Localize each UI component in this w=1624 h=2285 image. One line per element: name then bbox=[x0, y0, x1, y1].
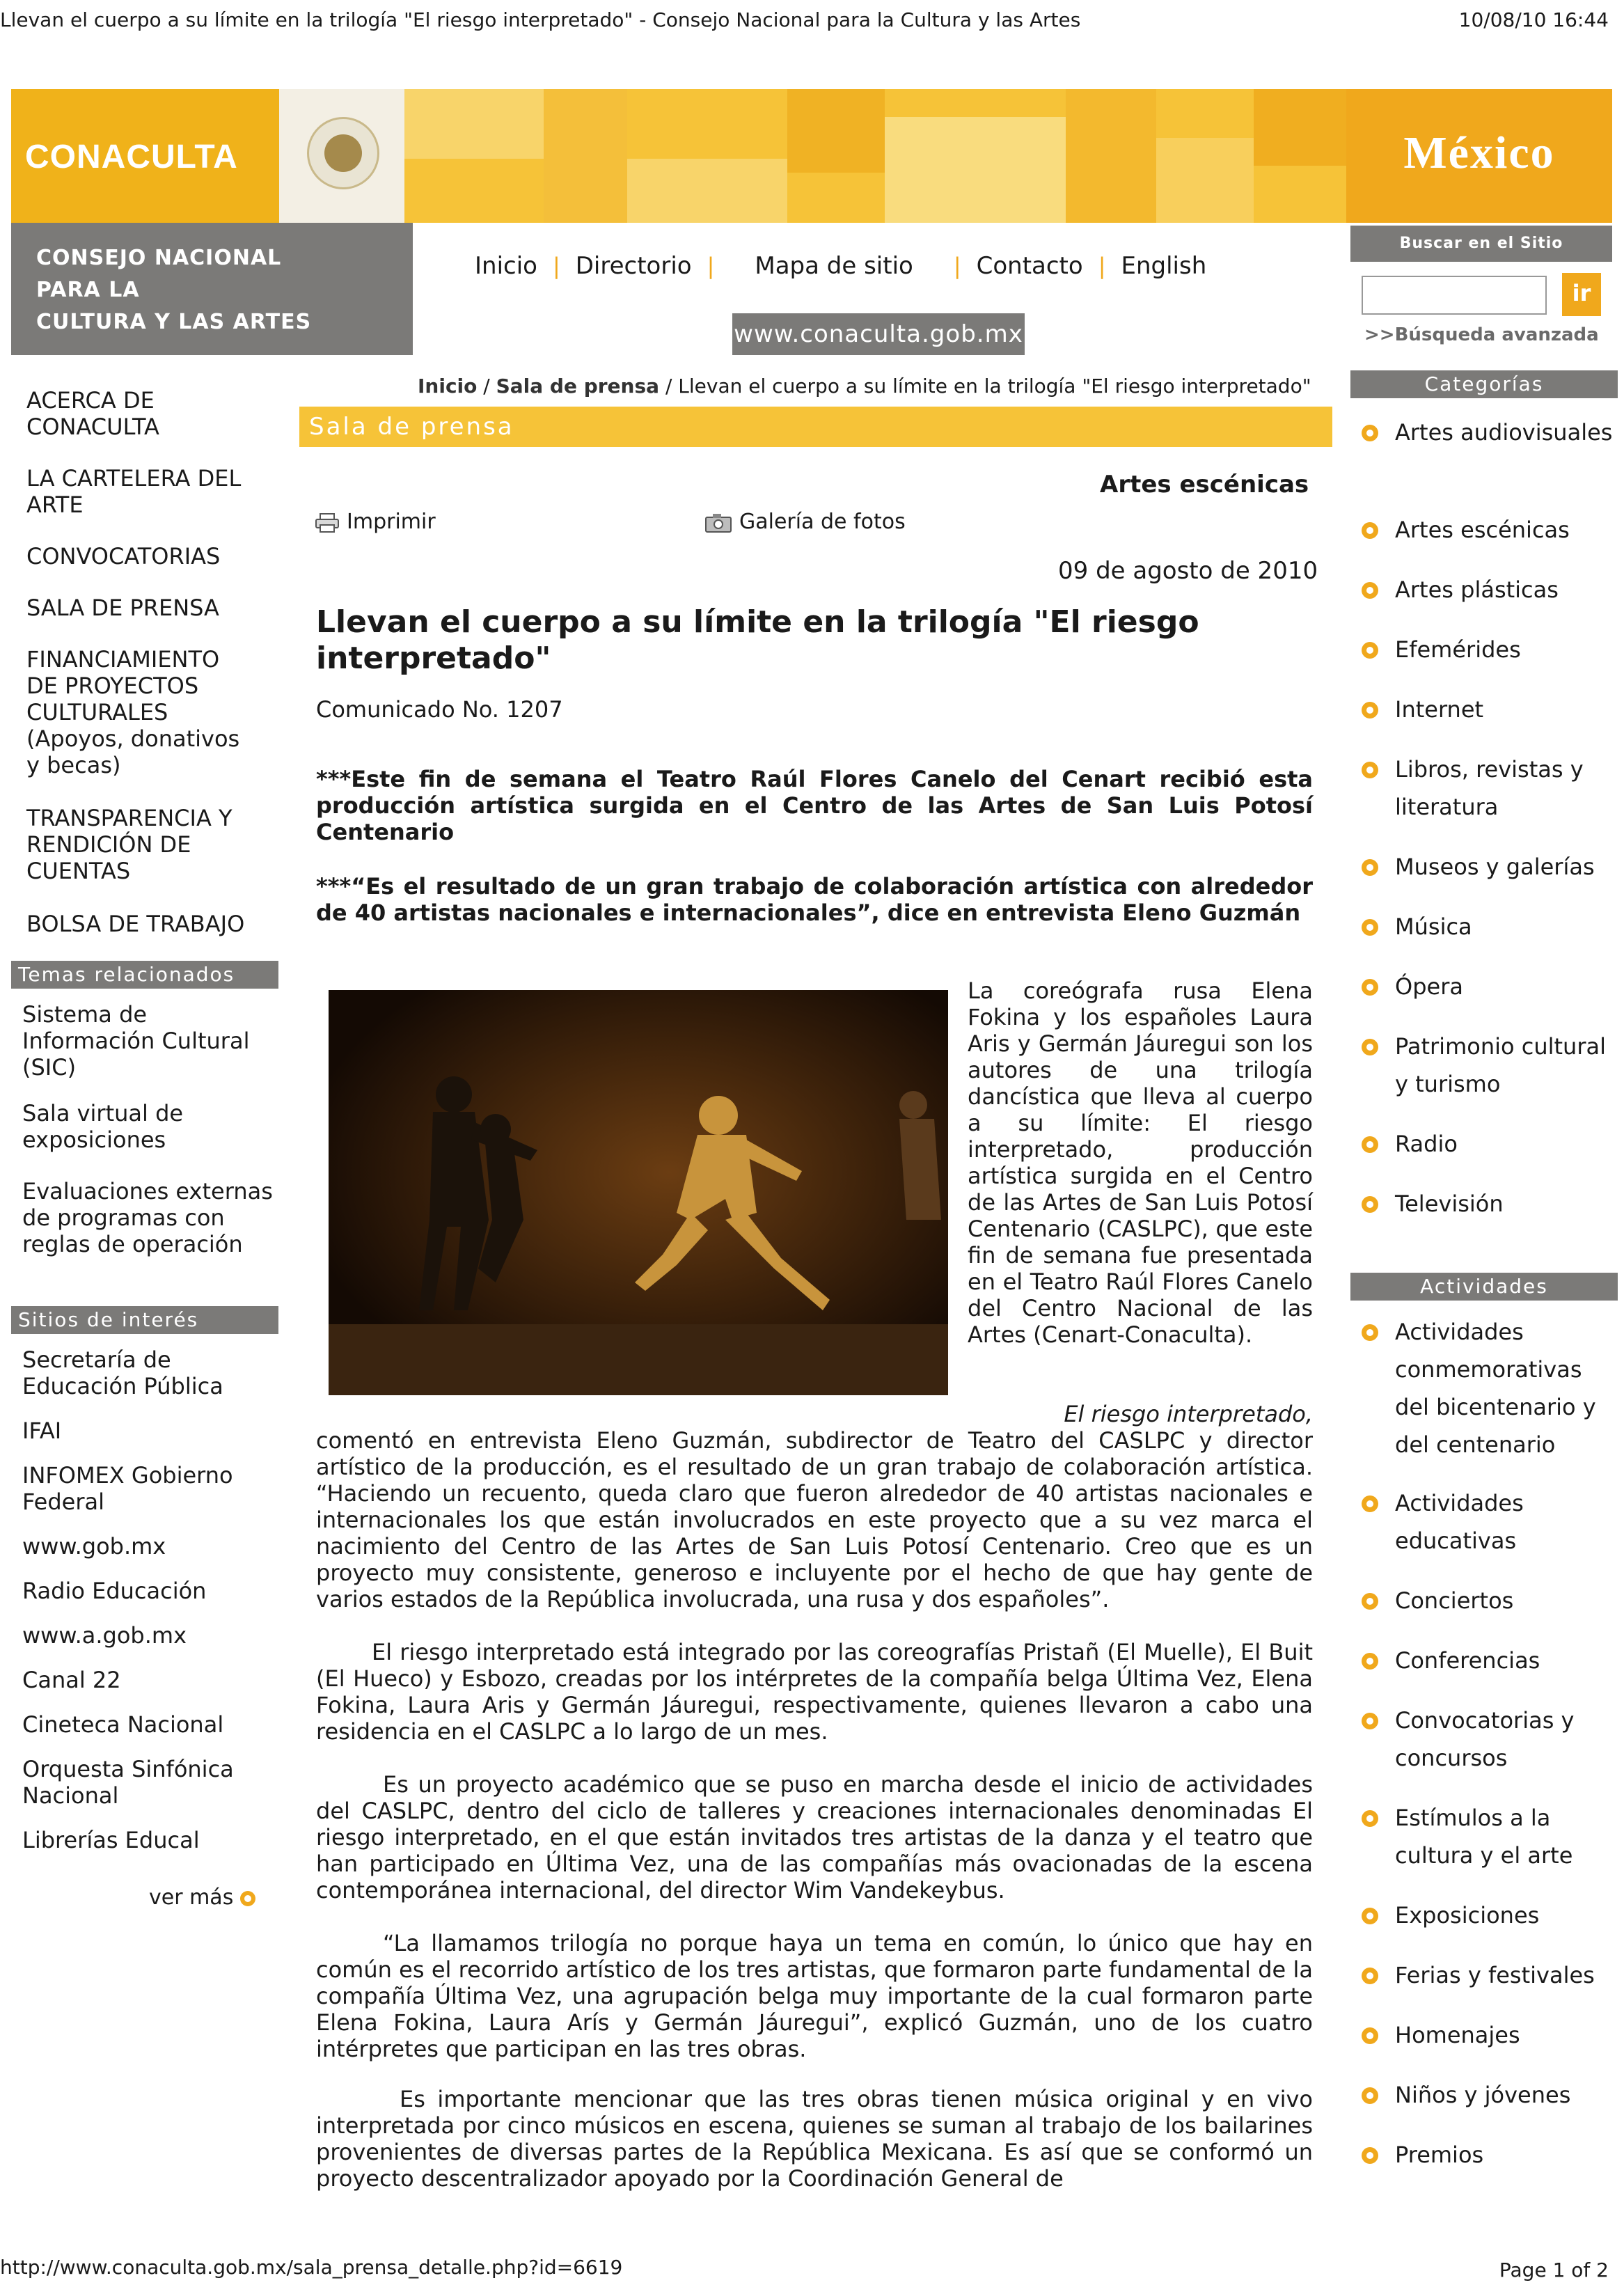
left-nav-transparencia[interactable]: TRANSPARENCIA Y RENDICIÓN DE CUENTAS bbox=[26, 805, 232, 884]
print-header-date: 10/08/10 16:44 bbox=[1458, 8, 1609, 31]
interest-link[interactable]: Canal 22 bbox=[22, 1667, 121, 1693]
nav-contacto[interactable]: Contacto bbox=[976, 252, 1083, 280]
national-seal bbox=[279, 89, 404, 223]
interest-link[interactable]: Radio Educación bbox=[22, 1578, 207, 1604]
nav-separator: | bbox=[707, 253, 715, 279]
interest-link[interactable]: www.a.gob.mx bbox=[22, 1622, 187, 1649]
mexico-logo-text: México bbox=[1403, 127, 1555, 178]
breadcrumb: Inicio / Sala de prensa / Llevan el cuerpo a su límite en la trilogía "El riesgo interpretado" bbox=[418, 375, 1311, 398]
left-nav-convocatorias[interactable]: CONVOCATORIAS bbox=[26, 543, 221, 570]
activity-label: Convocatorias y concursos bbox=[1395, 1707, 1575, 1771]
article-category: Artes escénicas bbox=[1100, 471, 1309, 498]
circle-arrow-icon bbox=[1362, 1713, 1378, 1729]
article-headline: Llevan el cuerpo a su límite en la trilogía "El riesgo interpretado" bbox=[316, 604, 1199, 676]
photo-gallery-button[interactable] bbox=[704, 510, 906, 534]
print-button[interactable] bbox=[315, 510, 436, 534]
category-label: Televisión bbox=[1395, 1191, 1504, 1217]
breadcrumb-home[interactable]: Inicio bbox=[418, 375, 478, 398]
category-label: Efemérides bbox=[1395, 636, 1521, 663]
nav-mapa-de-sitio[interactable]: Mapa de sitio bbox=[755, 252, 913, 280]
article-paragraph-3: Es un proyecto académico que se puso en marcha desde el inicio de actividades del CASLPC, dentro del ciclo de talleres y creaciones internacionales denominadas El riesgo interpretado, en el que están invitados tres artistas de la danza y el teatro que han participado en Última Vez, una de las compañías más ovacionadas de la escena contemporánea internacional, del director Wim Vandekeybus. bbox=[316, 1771, 1313, 1903]
circle-arrow-icon bbox=[1362, 2147, 1378, 2164]
interest-link[interactable]: INFOMEX Gobierno Federal bbox=[22, 1462, 233, 1515]
search-input[interactable] bbox=[1362, 276, 1547, 315]
communique-number: Comunicado No. 1207 bbox=[316, 696, 563, 723]
circle-arrow-icon bbox=[1362, 1810, 1378, 1827]
see-more-label: ver más bbox=[149, 1885, 234, 1910]
circle-arrow-icon bbox=[1362, 1593, 1378, 1610]
consejo-line: CULTURA Y LAS ARTES bbox=[36, 310, 312, 334]
nav-inicio[interactable]: Inicio bbox=[475, 252, 537, 280]
nav-directorio[interactable]: Directorio bbox=[575, 252, 692, 280]
print-header-title: Llevan el cuerpo a su límite en la trilogía "El riesgo interpretado" - Consejo Nacional para la Cultura y las Artes bbox=[0, 8, 1081, 31]
article-paragraph-5: Es importante mencionar que las tres obras tienen música original y en vivo interpretada por cinco músicos en escena, quienes se suman al trabajo de los bailarines provenientes de diversas partes de la República Mexicana. Es así que se conformó un proyecto descentralizador apoyado por la Coordinación General de bbox=[316, 2086, 1313, 2192]
nav-separator: | bbox=[1098, 253, 1106, 279]
circle-arrow-icon bbox=[1362, 1908, 1378, 1924]
search-button[interactable]: ir bbox=[1562, 273, 1601, 316]
circle-arrow-icon bbox=[1362, 1039, 1378, 1055]
circle-arrow-icon bbox=[1362, 1196, 1378, 1213]
circle-arrow-icon bbox=[1362, 2027, 1378, 2044]
lead-paragraph-2: ***“Es el resultado de un gran trabajo de colaboración artística con alrededor de 40 artistas nacionales e internacionales”, dice en entrevista Eleno Guzmán bbox=[316, 873, 1313, 926]
interest-link[interactable]: Cineteca Nacional bbox=[22, 1711, 224, 1738]
dancers-photo-illustration bbox=[329, 990, 948, 1395]
search-heading: Buscar en el Sitio bbox=[1350, 226, 1612, 262]
consejo-line: CONSEJO NACIONAL bbox=[36, 246, 282, 270]
print-footer-url: http://www.conaculta.gob.mx/sala_prensa_detalle.php?id=6619 bbox=[0, 2256, 623, 2279]
article-paragraph-1-start: El riesgo interpretado, bbox=[1064, 1401, 1313, 1427]
category-label: Artes escénicas bbox=[1395, 517, 1570, 543]
interest-link[interactable]: Secretaría de Educación Pública bbox=[22, 1346, 223, 1399]
circle-arrow-icon bbox=[1362, 762, 1378, 778]
category-label: Artes plásticas bbox=[1395, 576, 1559, 603]
activity-label: Exposiciones bbox=[1395, 1902, 1540, 1929]
article-photo[interactable] bbox=[329, 990, 948, 1395]
circle-arrow-icon bbox=[1362, 919, 1378, 936]
site-banner bbox=[11, 89, 1612, 223]
activity-label: Niños y jóvenes bbox=[1395, 2082, 1571, 2108]
left-nav-acerca[interactable]: ACERCA DE CONACULTA bbox=[26, 387, 159, 440]
circle-arrow-icon bbox=[1362, 2087, 1378, 2104]
article-date: 09 de agosto de 2010 bbox=[1058, 557, 1318, 585]
categories-heading: Categorías bbox=[1350, 370, 1618, 398]
activity-label: Homenajes bbox=[1395, 2022, 1520, 2048]
circle-arrow-icon bbox=[1362, 859, 1378, 876]
circle-arrow-icon bbox=[1362, 1495, 1378, 1512]
breadcrumb-section[interactable]: Sala de prensa bbox=[496, 375, 660, 398]
category-label: Patrimonio cultural y turismo bbox=[1395, 1033, 1606, 1097]
nav-separator: | bbox=[953, 253, 961, 279]
article-paragraph-2: El riesgo interpretado está integrado por las coreografías Pristañ (El Muelle), El Buit (El Hueco) y Esbozo, creadas por los intérpretes de la compañía belga Última Vez, Elena Fokina, Laura Aris y Germán Jáuregui, respectivamente, quienes llevaron a cabo una residencia en el CASLPC a lo largo de un mes. bbox=[316, 1639, 1313, 1745]
circle-arrow-icon bbox=[240, 1891, 255, 1906]
nav-english[interactable]: English bbox=[1121, 252, 1207, 280]
article-paragraph-4: “La llamamos trilogía no porque haya un tema en común, lo único que hay en común es el recorrido artístico de los tres artistas, que formaron parte fundamental de la compañía Última Vez, una agrupación belga muy importante de la cual formaron parte Elena Fokina, Laura Arís y Germán Jáuregui”, explicó Guzmán, uno de los cuatro intérpretes que participan en las tres obras. bbox=[316, 1930, 1313, 2062]
article-paragraph-1: comentó en entrevista Eleno Guzmán, subdirector de Teatro del CASLPC y director artístico de la producción, es el resultado de un gran trabajo de colaboración artística. “Haciendo un recuento, queda claro que fueron alrededor de 40 artistas nacionales e internacionales los que están involucrados en este proyecto que a su vez marca el nacimiento del Centro de las Artes de San Luis Potosí Centenario. Creo que es un proyecto muy consistente, generoso e incluyente por el hecho de que hay gente de varios estados de la República involucrada, una rusa y dos españoles”. bbox=[316, 1427, 1313, 1612]
activity-label: Ferias y festivales bbox=[1395, 1962, 1595, 1988]
sites-of-interest-heading: Sitios de interés bbox=[11, 1306, 278, 1334]
category-label: Artes audiovisuales bbox=[1395, 419, 1613, 446]
category-label: Ópera bbox=[1395, 973, 1463, 1000]
section-bar: Sala de prensa bbox=[299, 407, 1332, 447]
consejo-text bbox=[36, 242, 311, 338]
print-label: Imprimir bbox=[347, 510, 436, 534]
activity-label: Conferencias bbox=[1395, 1647, 1540, 1674]
left-nav-bolsa-de-trabajo[interactable]: BOLSA DE TRABAJO bbox=[26, 911, 245, 937]
category-label: Libros, revistas y literatura bbox=[1395, 756, 1584, 820]
related-link[interactable]: Sistema de Información Cultural (SIC) bbox=[22, 1001, 250, 1081]
interest-link[interactable]: Librerías Educal bbox=[22, 1827, 200, 1853]
conaculta-logo[interactable] bbox=[11, 89, 279, 223]
camera-icon bbox=[704, 512, 732, 533]
related-link[interactable]: Sala virtual de exposiciones bbox=[22, 1100, 184, 1153]
consejo-box bbox=[11, 223, 413, 355]
breadcrumb-current: Llevan el cuerpo a su límite en la trilogía "El riesgo interpretado" bbox=[678, 375, 1311, 398]
nav-separator: | bbox=[552, 253, 560, 279]
activity-label: Actividades educativas bbox=[1395, 1490, 1524, 1554]
category-label: Internet bbox=[1395, 696, 1484, 723]
circle-arrow-icon bbox=[1362, 642, 1378, 659]
printer-icon bbox=[315, 513, 340, 533]
activity-label: Premios bbox=[1395, 2142, 1484, 2168]
left-nav-financiamiento[interactable]: FINANCIAMIENTO DE PROYECTOS CULTURALES (Apoyos, donativos y becas) bbox=[26, 646, 240, 778]
consejo-line: PARA LA bbox=[36, 278, 140, 302]
circle-arrow-icon bbox=[1362, 702, 1378, 719]
activity-label: Estímulos a la cultura y el arte bbox=[1395, 1805, 1573, 1869]
interest-link[interactable]: www.gob.mx bbox=[22, 1533, 166, 1560]
circle-arrow-icon bbox=[1362, 1324, 1378, 1341]
activity-label: Actividades conmemorativas del bicentenario y del centenario bbox=[1395, 1319, 1596, 1458]
circle-arrow-icon bbox=[1362, 1968, 1378, 1984]
circle-arrow-icon bbox=[1362, 979, 1378, 996]
category-label: Música bbox=[1395, 913, 1472, 940]
circle-arrow-icon bbox=[1362, 522, 1378, 539]
seal-icon bbox=[307, 117, 379, 189]
interest-link[interactable]: IFAI bbox=[22, 1418, 62, 1444]
lead-paragraph-1: ***Este fin de semana el Teatro Raúl Flores Canelo del Cenart recibió esta producción artística surgida en el Centro de las Artes de San Luis Potosí Centenario bbox=[316, 766, 1313, 845]
left-nav-sala-de-prensa[interactable]: SALA DE PRENSA bbox=[26, 595, 219, 621]
circle-arrow-icon bbox=[1362, 582, 1378, 599]
see-more-link[interactable] bbox=[149, 1885, 255, 1910]
activities-heading: Actividades bbox=[1350, 1273, 1618, 1301]
related-link[interactable]: Evaluaciones externas de programas con reglas de operación bbox=[22, 1178, 273, 1257]
article-paragraph-intro: La coreógrafa rusa Elena Fokina y los españoles Laura Aris y Germán Jáuregui son los autores de una trilogía dancística que lleva al cuerpo a su límite: El riesgo interpretado, producción artística surgida en el Centro de las Artes de San Luis Potosí Centenario (CASLPC), que este fin de semana fue presentada en el Teatro Raúl Flores Canelo del Centro Nacional de las Artes (Cenart-Conaculta). bbox=[968, 977, 1313, 1348]
print-footer-page: Page 1 of 2 bbox=[1499, 2259, 1609, 2282]
interest-link[interactable]: Orquesta Sinfónica Nacional bbox=[22, 1756, 234, 1809]
category-label: Museos y galerías bbox=[1395, 854, 1595, 880]
site-url-badge[interactable]: www.conaculta.gob.mx bbox=[732, 313, 1025, 355]
activity-label: Conciertos bbox=[1395, 1587, 1514, 1614]
circle-arrow-icon bbox=[1362, 1136, 1378, 1153]
conaculta-logo-text: CONACULTA bbox=[25, 139, 238, 175]
related-topics-heading: Temas relacionados bbox=[11, 961, 278, 989]
top-navigation bbox=[459, 252, 1222, 280]
advanced-search-link[interactable]: >>Búsqueda avanzada bbox=[1364, 324, 1599, 345]
mexico-logo[interactable] bbox=[1346, 89, 1612, 223]
circle-arrow-icon bbox=[1362, 1653, 1378, 1670]
gallery-label: Galería de fotos bbox=[739, 510, 906, 534]
left-nav-cartelera[interactable]: LA CARTELERA DEL ARTE bbox=[26, 465, 242, 518]
circle-arrow-icon bbox=[1362, 425, 1378, 441]
category-label: Radio bbox=[1395, 1131, 1458, 1157]
